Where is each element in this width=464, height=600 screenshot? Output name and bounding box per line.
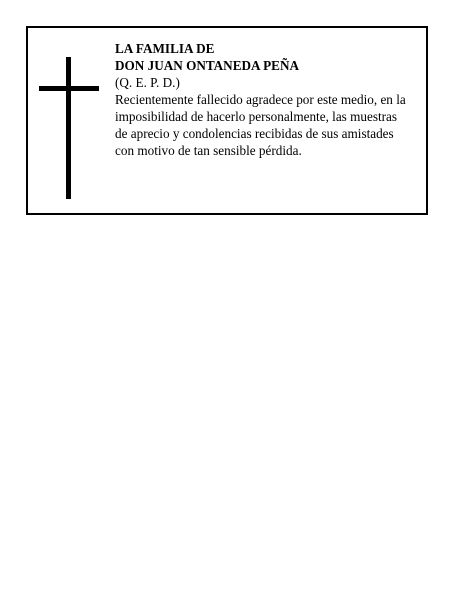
deceased-name: DON JUAN ONTANEDA PEÑA: [115, 58, 300, 73]
message-line: imposibilidad de hacerlo personalmente, las muestras: [115, 109, 397, 124]
latin-cross-icon: [39, 57, 99, 199]
obituary-notice: [26, 26, 428, 215]
rip-abbreviation: (Q. E. P. D.): [115, 75, 180, 90]
notice-text: [115, 40, 421, 159]
cross-horizontal-bar: [39, 86, 99, 91]
message-line: con motivo de tan sensible pérdida.: [115, 143, 302, 158]
message-line: de aprecio y condolencias recibidas de sus amistades: [115, 126, 394, 141]
message-line: Recientemente fallecido agradece por este medio, en la: [115, 92, 406, 107]
family-heading: LA FAMILIA DE: [115, 41, 215, 56]
cross-vertical-bar: [66, 57, 71, 199]
